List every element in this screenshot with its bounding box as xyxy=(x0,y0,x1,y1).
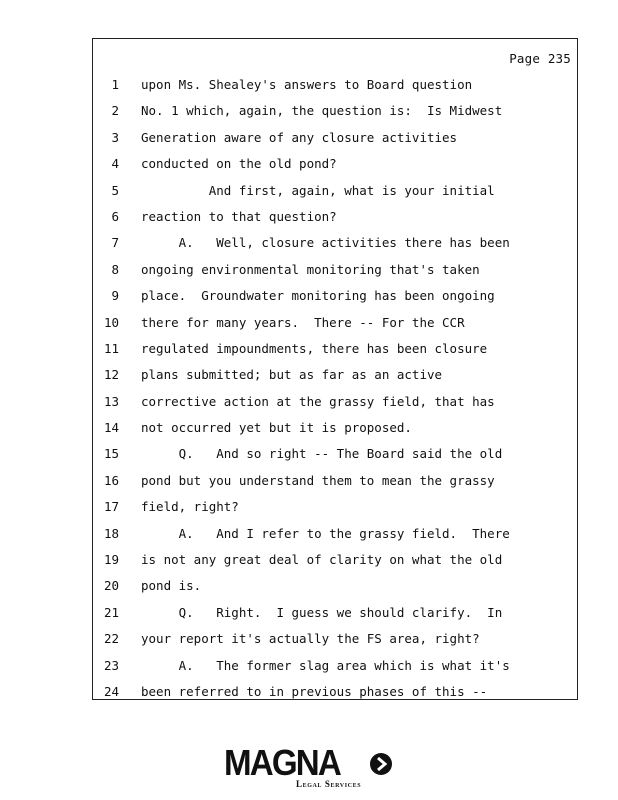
transcript-line xyxy=(93,204,577,230)
page-number: Page 235 xyxy=(509,51,571,66)
transcript-line xyxy=(93,547,577,573)
transcript-line xyxy=(93,98,577,124)
line-number: 24 xyxy=(103,683,119,699)
transcript-line xyxy=(93,125,577,151)
line-number: 5 xyxy=(111,182,119,198)
transcript-line xyxy=(93,415,577,441)
line-number: 17 xyxy=(103,499,119,515)
line-number: 19 xyxy=(103,552,119,568)
transcript-line xyxy=(93,310,577,336)
line-number: 9 xyxy=(111,288,119,304)
line-number: 16 xyxy=(103,472,119,488)
line-text: corrective action at the grassy field, that has xyxy=(141,393,495,409)
line-text: Generation aware of any closure activities xyxy=(141,129,458,145)
line-number: 15 xyxy=(103,446,119,462)
transcript-line xyxy=(93,151,577,177)
chevron-right-circle-icon xyxy=(370,753,392,775)
line-number: 13 xyxy=(103,393,119,409)
line-number: 23 xyxy=(103,657,119,673)
transcript-line xyxy=(93,389,577,415)
transcript-line xyxy=(93,72,577,98)
line-number: 8 xyxy=(111,261,119,277)
transcript-line xyxy=(93,494,577,520)
line-number: 10 xyxy=(103,314,119,330)
line-text: your report it's actually the FS area, right? xyxy=(141,631,480,647)
transcript-line xyxy=(93,441,577,467)
line-number: 14 xyxy=(103,420,119,436)
line-number: 1 xyxy=(111,77,119,92)
line-text: A. And I refer to the grassy field. There xyxy=(141,525,510,541)
transcript-line xyxy=(93,679,577,705)
transcript-line xyxy=(93,521,577,547)
line-text: upon Ms. Shealey's answers to Board question xyxy=(141,77,473,92)
line-number: 2 xyxy=(111,103,119,119)
line-number: 3 xyxy=(111,129,119,145)
transcript-line xyxy=(93,257,577,283)
magna-logo xyxy=(224,742,396,793)
line-text: field, right? xyxy=(141,499,239,515)
transcript-line xyxy=(93,626,577,652)
line-text: A. The former slag area which is what it's xyxy=(141,657,510,673)
transcript-line xyxy=(93,600,577,626)
line-text: pond is. xyxy=(141,578,202,594)
transcript-page xyxy=(92,38,578,700)
line-number: 7 xyxy=(111,235,119,251)
transcript-line xyxy=(93,653,577,679)
line-text: plans submitted; but as far as an active xyxy=(141,367,443,383)
line-text: is not any great deal of clarity on what the old xyxy=(141,552,503,568)
line-text: conducted on the old pond? xyxy=(141,156,337,172)
line-number: 6 xyxy=(111,208,119,224)
line-number: 12 xyxy=(103,367,119,383)
line-text: been referred to in previous phases of this -- xyxy=(141,683,488,699)
line-text: No. 1 which, again, the question is: Is Midwest xyxy=(141,103,503,119)
line-number: 11 xyxy=(103,340,119,356)
transcript-line xyxy=(93,336,577,362)
line-number: 22 xyxy=(103,631,119,647)
line-text: Q. And so right -- The Board said the old xyxy=(141,446,503,462)
line-number: 20 xyxy=(103,578,119,594)
line-text: ongoing environmental monitoring that's taken xyxy=(141,261,480,277)
line-text: pond but you understand them to mean the grassy xyxy=(141,472,495,488)
transcript-line xyxy=(93,283,577,309)
transcript-line xyxy=(93,362,577,388)
logo-wordmark: MAGNA xyxy=(224,742,340,783)
logo-tagline: Legal Services xyxy=(296,779,362,789)
line-text: reaction to that question? xyxy=(141,208,337,224)
line-text: A. Well, closure activities there has been xyxy=(141,235,510,251)
line-text: And first, again, what is your initial xyxy=(141,182,495,198)
line-number: 21 xyxy=(103,604,119,620)
line-number: 4 xyxy=(111,156,119,172)
transcript-lines xyxy=(93,72,577,705)
line-text: there for many years. There -- For the CCR xyxy=(141,314,465,330)
line-text: regulated impoundments, there has been closure xyxy=(141,340,488,356)
transcript-line xyxy=(93,468,577,494)
line-text: not occurred yet but it is proposed. xyxy=(141,420,412,436)
line-number: 18 xyxy=(103,525,119,541)
line-text: place. Groundwater monitoring has been ongoing xyxy=(141,288,495,304)
transcript-line xyxy=(93,230,577,256)
transcript-line xyxy=(93,178,577,204)
line-text: Q. Right. I guess we should clarify. In xyxy=(141,604,503,620)
transcript-line xyxy=(93,573,577,599)
